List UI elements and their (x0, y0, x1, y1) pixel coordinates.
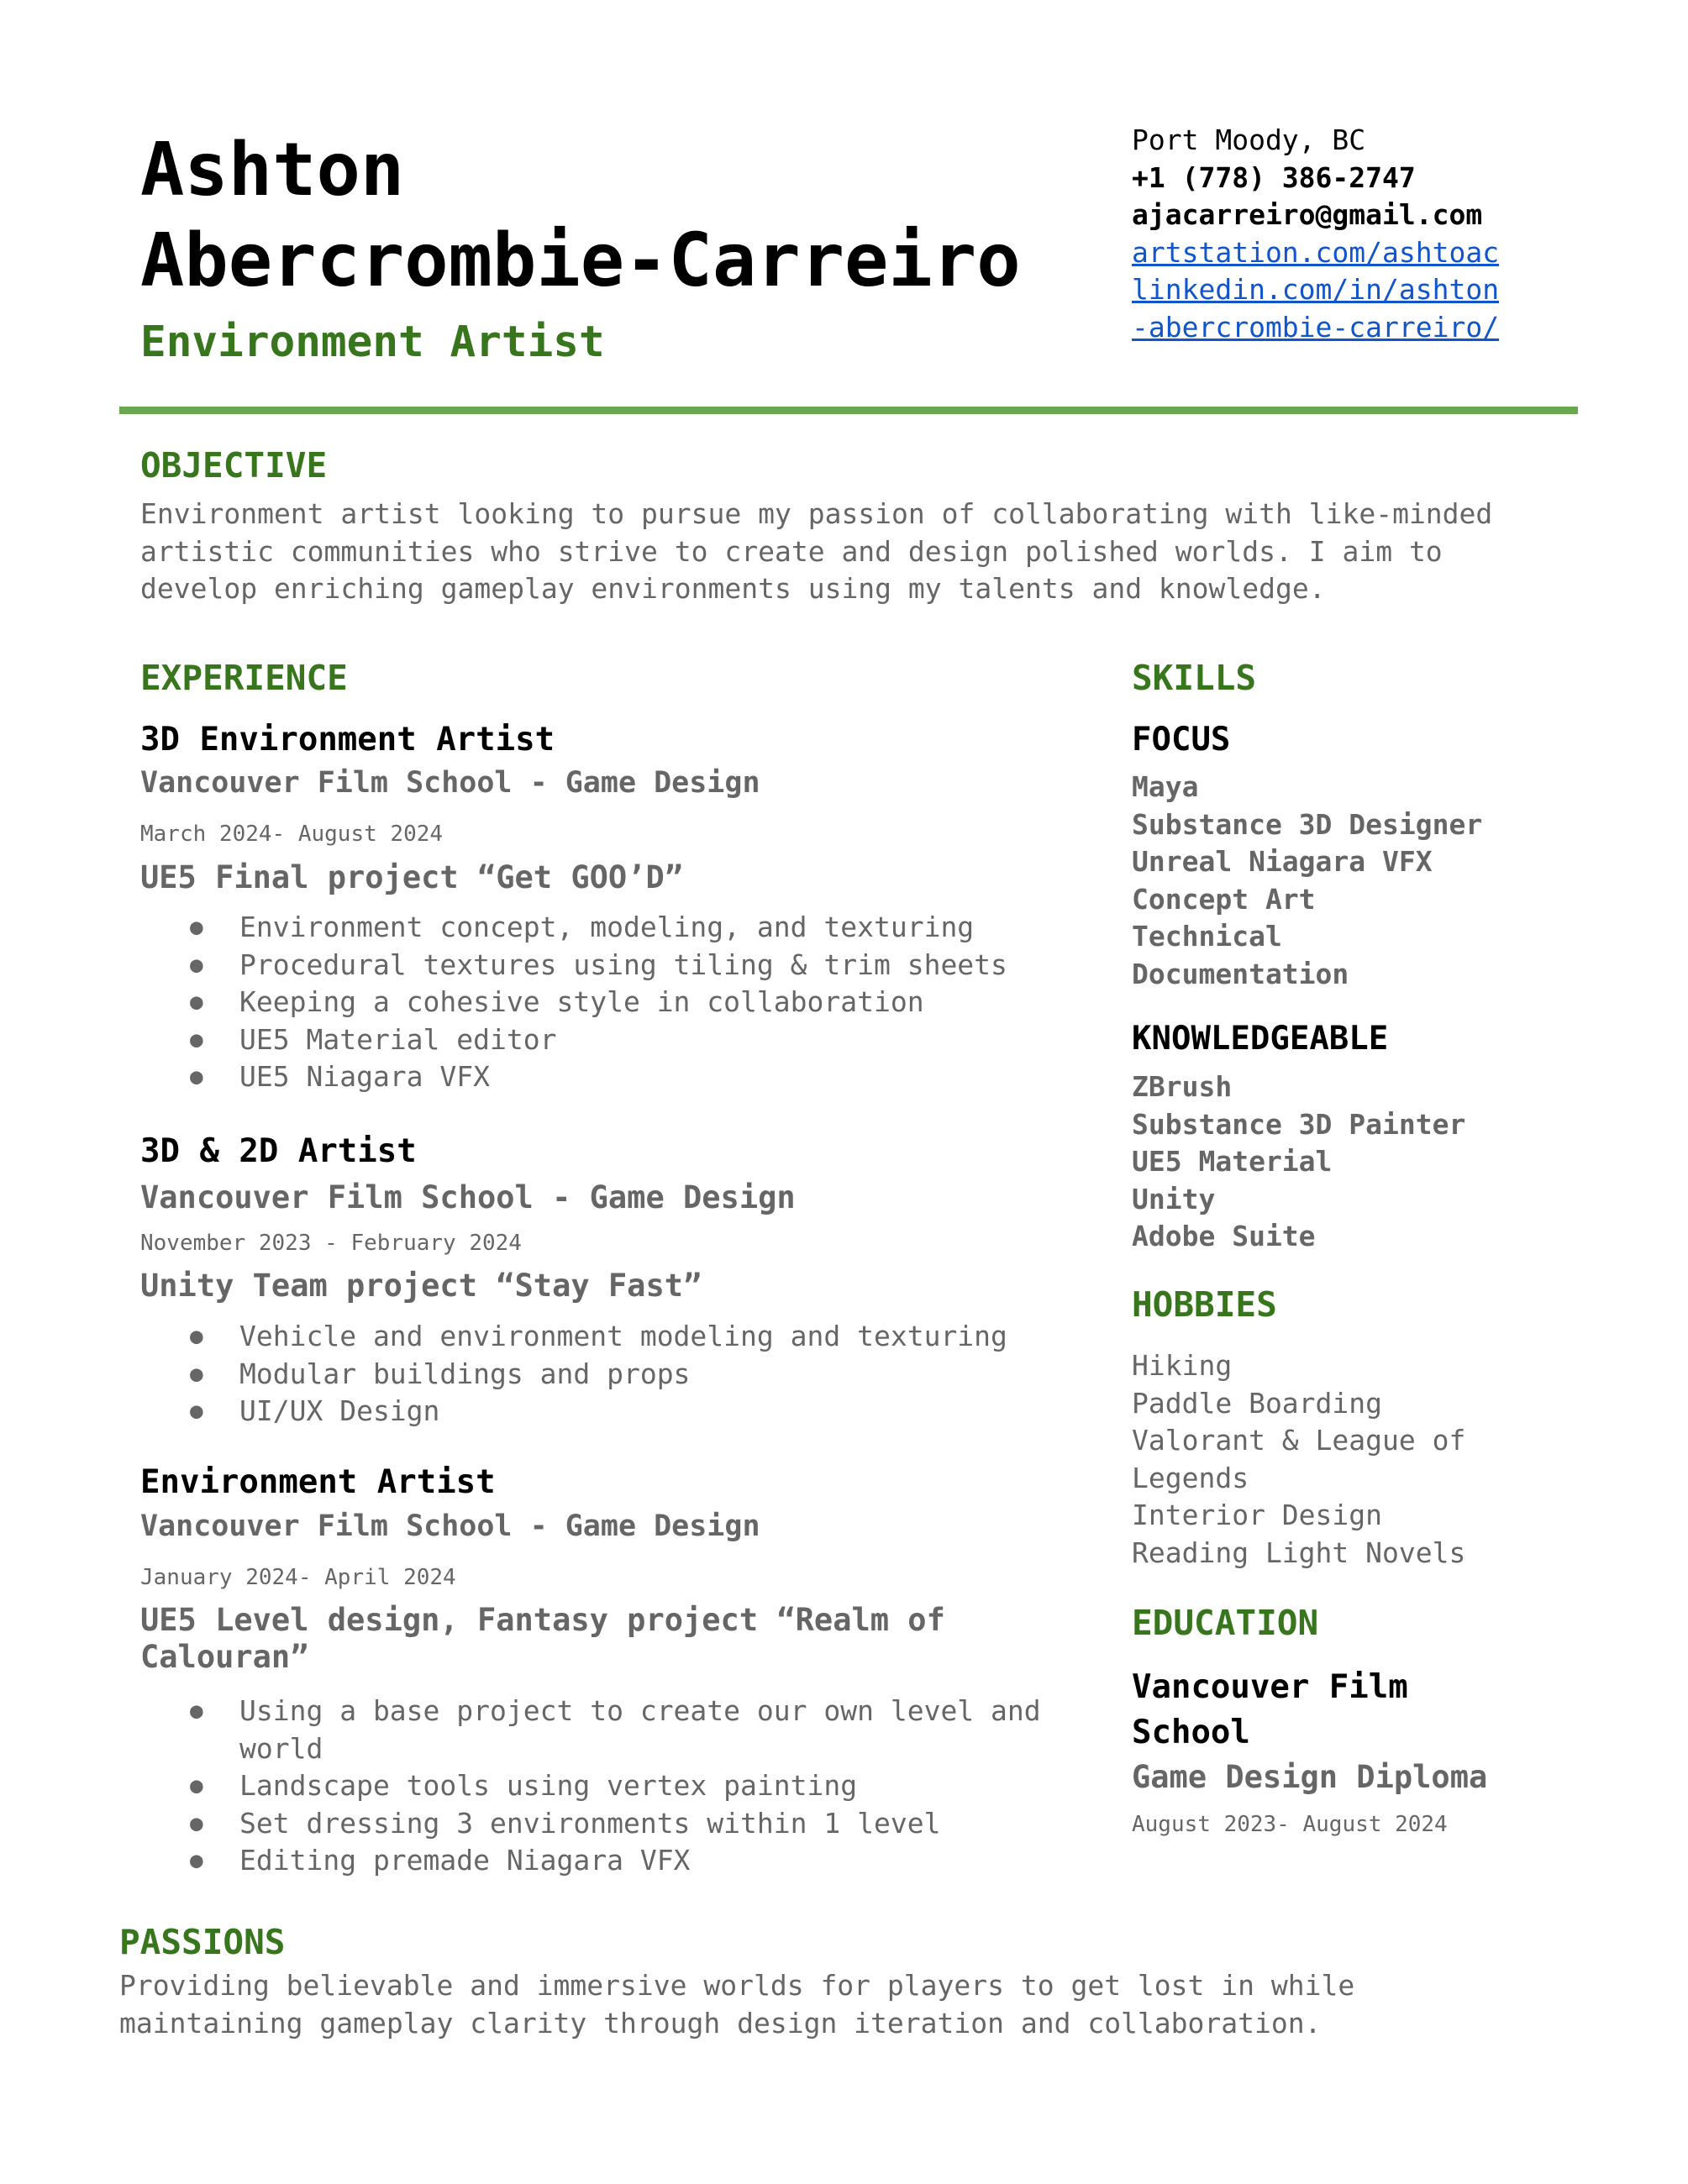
list-item: ● Landscape tools using vertex painting (140, 1767, 1073, 1805)
passions-line: Providing believable and immersive worlds for players to get lost in while (119, 1969, 1355, 2002)
job3-dates: January 2024- April 2024 (140, 1565, 456, 1590)
hobbies-list (1132, 1347, 1569, 1572)
job3-project-line: UE5 Level design, Fantasy project “Realm of (140, 1602, 945, 1638)
objective-line: Environment artist looking to pursue my passion of collaborating with like-minded (140, 497, 1493, 530)
name-first: Ashton (140, 127, 405, 213)
list-item: ● Vehicle and environment modeling and texturing (140, 1318, 1107, 1356)
list-item: ● Set dressing 3 environments within 1 level (140, 1805, 1073, 1843)
list-item: ZBrush (1132, 1070, 1233, 1103)
list-item: Documentation (1132, 957, 1349, 990)
list-item: Technical (1132, 920, 1282, 953)
diploma: Game Design Diploma (1132, 1759, 1488, 1795)
objective-line: artistic communities who strive to create and design polished worlds. I aim to (140, 534, 1443, 568)
list-item: Concept Art (1132, 882, 1316, 916)
job1-company: Vancouver Film School - Game Design (140, 766, 760, 800)
knowledgeable-list (1132, 1068, 1569, 1256)
focus-list (1132, 769, 1569, 993)
list-item: ● UI/UX Design (140, 1393, 1107, 1431)
list-item: Paddle Boarding (1132, 1386, 1383, 1420)
list-item: ● Environment concept, modeling, and texturing (140, 909, 1107, 947)
list-item: Hiking (1132, 1349, 1233, 1382)
job2-bullets (140, 1318, 1107, 1431)
job1-project: UE5 Final project “Get GOO’D” (140, 859, 684, 895)
passions-line: maintaining gameplay clarity through design iteration and collaboration. (119, 2006, 1322, 2040)
job2-title: 3D & 2D Artist (140, 1132, 417, 1170)
name-last: Abercrombie-Carreiro (140, 218, 1021, 303)
contact-block (1132, 122, 1518, 346)
job3-bullets (140, 1693, 1073, 1880)
experience-heading: EXPERIENCE (140, 658, 348, 698)
job1-title: 3D Environment Artist (140, 721, 555, 759)
email: ajacarreiro@gmail.com (1132, 198, 1483, 231)
education-dates: August 2023- August 2024 (1132, 1812, 1448, 1837)
list-item: ● UE5 Material editor (140, 1021, 1107, 1059)
education-heading: EDUCATION (1132, 1603, 1319, 1643)
job1-bullets (140, 909, 1107, 1096)
objective-line: develop enriching gameplay environments using my talents and knowledge. (140, 572, 1326, 605)
job2-dates: November 2023 - February 2024 (140, 1231, 522, 1256)
job2-project: Unity Team project “Stay Fast” (140, 1268, 702, 1304)
list-item: UE5 Material (1132, 1145, 1333, 1178)
candidate-name (140, 124, 1132, 306)
job1-dates: March 2024- August 2024 (140, 822, 444, 847)
phone: +1 (778) 386-2747 (1132, 160, 1416, 194)
list-item: ● Keeping a cohesive style in collaboration (140, 984, 1107, 1021)
school-name (1132, 1665, 1569, 1756)
list-item: Maya (1132, 770, 1199, 803)
list-item: Substance 3D Designer (1132, 807, 1483, 841)
list-item: ● Editing premade Niagara VFX (140, 1842, 1073, 1880)
passions-text (119, 1967, 1581, 2042)
list-item: ● Procedural textures using tiling & trim sheets (140, 947, 1107, 984)
list-item: Interior Design (1132, 1499, 1383, 1531)
job2-company: Vancouver Film School - Game Design (140, 1179, 796, 1215)
job-title: Environment Artist (140, 318, 605, 367)
artstation-link[interactable]: artstation.com/ashtoac (1132, 235, 1500, 269)
job3-title: Environment Artist (140, 1463, 496, 1501)
linkedin-link-line2[interactable]: -abercrombie-carreiro/ (1132, 310, 1500, 344)
school-name-line: Vancouver Film (1132, 1668, 1408, 1706)
focus-heading: FOCUS (1132, 721, 1231, 759)
list-item: ● Modular buildings and props (140, 1356, 1107, 1394)
linkedin-link-line1[interactable]: linkedin.com/in/ashton (1132, 273, 1500, 306)
job3-project-line: Calouran” (140, 1639, 309, 1675)
header-divider (119, 407, 1578, 414)
list-item: Legends (1132, 1461, 1249, 1494)
hobbies-heading: HOBBIES (1132, 1284, 1277, 1325)
passions-heading: PASSIONS (119, 1922, 286, 1962)
location: Port Moody, BC (1132, 123, 1366, 156)
school-name-line: School (1132, 1714, 1250, 1751)
list-item: Valorant & League of (1132, 1424, 1466, 1457)
knowledgeable-heading: KNOWLEDGEABLE (1132, 1020, 1389, 1058)
job3-company: Vancouver Film School - Game Design (140, 1509, 760, 1543)
list-item: Substance 3D Painter (1132, 1107, 1466, 1141)
job3-project (140, 1602, 1065, 1676)
list-item: Unreal Niagara VFX (1132, 845, 1433, 878)
list-item: Reading Light Novels (1132, 1536, 1466, 1569)
skills-heading: SKILLS (1132, 658, 1257, 698)
list-item: ● Using a base project to create our own level and world (140, 1693, 1073, 1767)
list-item: ● UE5 Niagara VFX (140, 1058, 1107, 1096)
objective-text (140, 496, 1585, 608)
objective-heading: OBJECTIVE (140, 445, 328, 486)
list-item: Adobe Suite (1132, 1220, 1316, 1252)
list-item: Unity (1132, 1182, 1216, 1215)
